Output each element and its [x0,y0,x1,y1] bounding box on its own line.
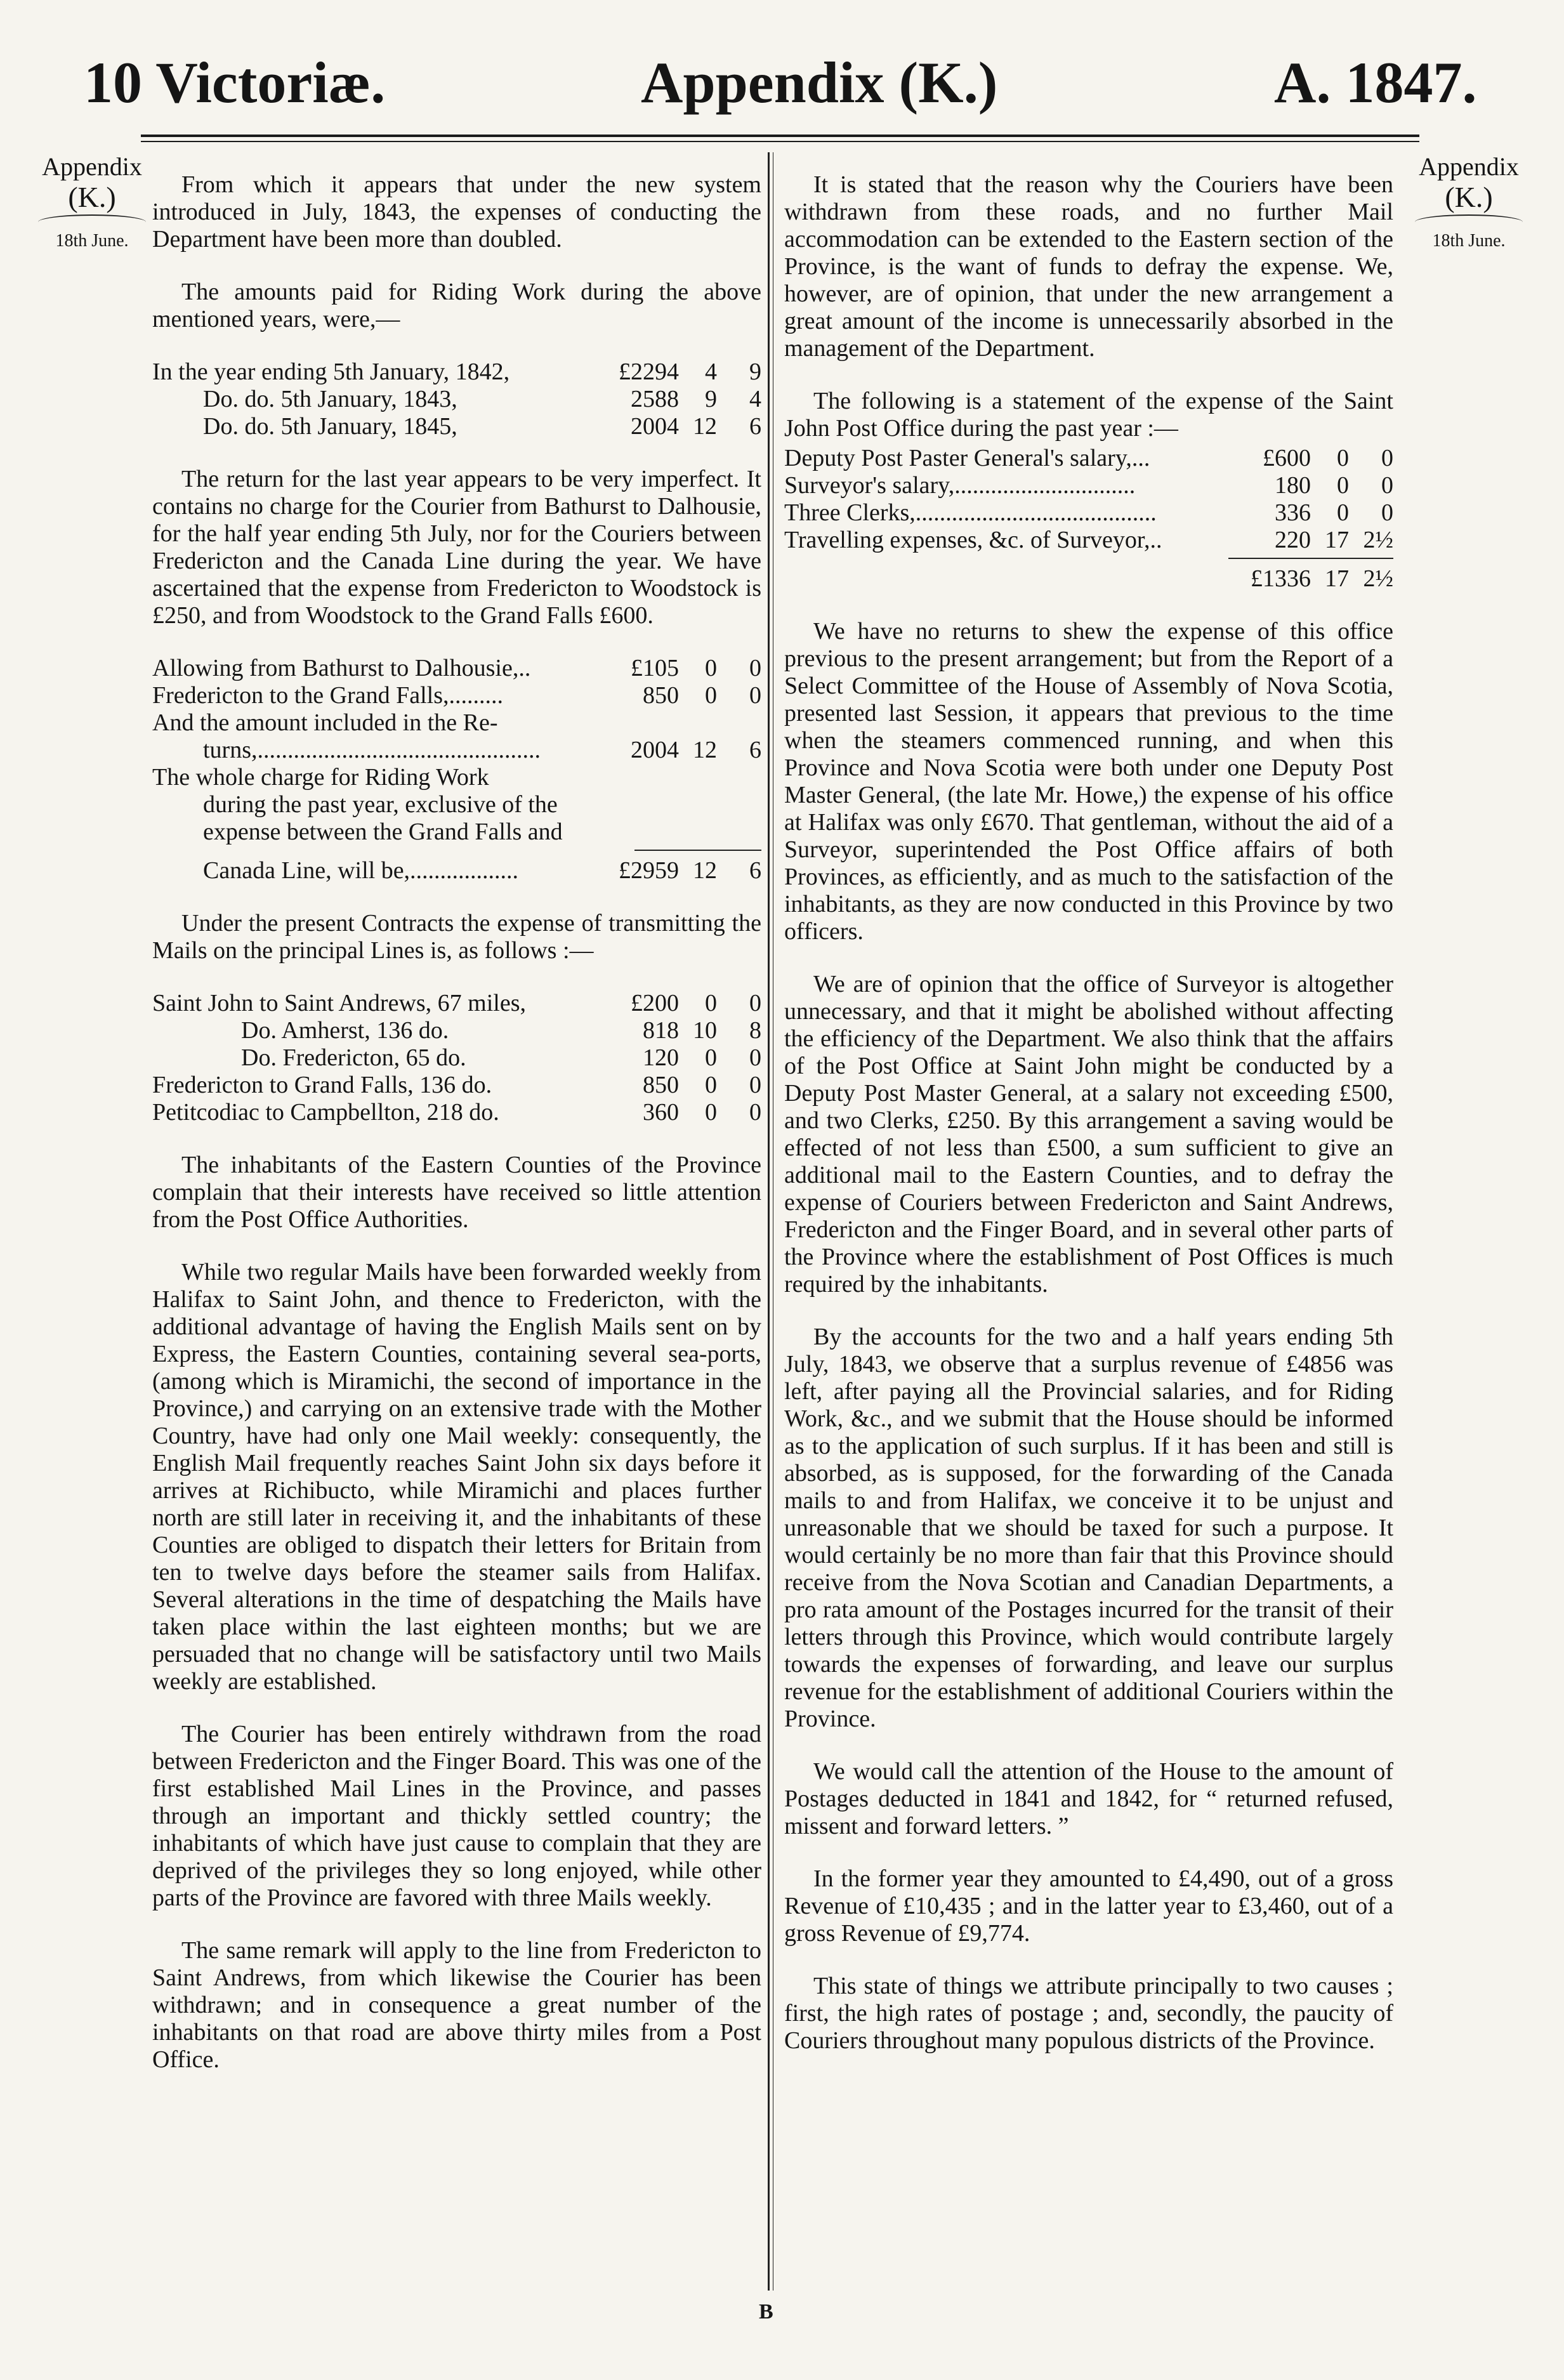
total-pence: 2½ [1363,565,1393,592]
margin-note-letter: (K.) [68,181,116,213]
riding-work-table [152,358,761,440]
row-pence: 0 [1381,499,1393,526]
row-label: turns,............................................... [203,737,541,763]
row-pence: 0 [749,655,761,681]
row-label: Fredericton to the Grand Falls,......... [152,682,504,709]
table-row [152,709,761,737]
row-shillings: 9 [705,386,717,412]
margin-note-brace [38,214,146,230]
row-pence: 0 [1381,472,1393,499]
table-row [784,499,1393,527]
row-label: Do. do. 5th January, 1845, [203,413,457,440]
table-row [784,527,1393,554]
row-label: Do. Fredericton, 65 do. [241,1044,466,1071]
total-rule [1228,558,1393,559]
row-shillings: 0 [1337,499,1349,526]
table-row [152,1072,761,1099]
paragraph: We would call the attention of the House to the amount of Postages deducted in 1841 and 1842, for “ returned refused, missent and forward letters. ” [784,1758,1393,1839]
post-office-expense-table [784,445,1393,593]
row-shillings: 0 [705,1099,717,1126]
paragraph: It is stated that the reason why the Couriers have been withdrawn from these roads, and no further Mail accommodation can be extended to the Eastern section of the Province, is the want of funds to defray the expense. We, however, are of opinion, that under the new arrangement a great amount of the income is unnecessarily absorbed in the management of the Department. [784,171,1393,362]
row-pence: 8 [749,1017,761,1044]
table-row [152,358,761,386]
row-pounds: 2004 [631,737,679,763]
row-pounds: £2294 [619,358,679,385]
row-pence: 2½ [1363,527,1393,553]
row-shillings: 17 [1325,527,1349,553]
row-label: during the past year, exclusive of the [203,791,558,818]
row-pence: 0 [749,1099,761,1126]
table-row [152,1044,761,1072]
row-pounds: 220 [1275,527,1311,553]
row-shillings: 12 [693,413,717,440]
paragraph: The same remark will apply to the line from Fredericton to Saint Andrews, from which likewise the Courier has been withdrawn; and in consequence a great number of the inhabitants on that road are above thirty miles from a Post Office. [152,1937,761,2073]
riding-charge-table [152,655,761,884]
margin-note-appendix: Appendix [42,152,142,181]
paragraph: In the former year they amounted to £4,490, out of a gross Revenue of £10,435 ; and in the latter year to £3,460, out of a gross Revenue of £9,774. [784,1865,1393,1947]
header-rule [141,135,1419,137]
row-pounds: 336 [1275,499,1311,526]
margin-note-brace [1415,214,1523,230]
row-pence: 0 [749,1072,761,1098]
row-label: Petitcodiac to Campbellton, 218 do. [152,1099,499,1126]
margin-note-appendix: Appendix [1419,152,1519,181]
table-row [152,764,761,791]
header-appendix-title: Appendix (K.) [641,50,998,115]
row-shillings: 4 [705,358,717,385]
row-pence: 4 [749,386,761,412]
row-pence: 6 [749,413,761,440]
paragraph: We have no returns to shew the expense of this office previous to the present arrangement; but from the Report of a Select Committee of the House of Assembly of Nova Scotia, presented last Session, it appears that previous to the time when the steamers commenced running, and when this Province and Nova Scotia were both under one Deputy Post Master General, (the late Mr. Howe,) the expense of his office at Halifax was only £670. That gentleman, without the aid of a Surveyor, superintended the Post Office affairs of both Provinces, as efficiently, and as much to the satisfaction of the inhabitants, as they are now conducted in this Province by two officers. [784,618,1393,945]
paragraph: We are of opinion that the office of Surveyor is altogether unnecessary, and that it might be abolished without affecting the efficiency of the Department. We also think that the affairs of the Post Office at Saint John might be conducted by a Deputy Post Master General, at a salary not exceeding £500, and two Clerks, £250. By this arrangement a saving would be effected of not less than £500, a sum sufficient to give an additional mail to the Eastern Counties, and to defray the expense of Couriers between Fredericton and Saint Andrews, Fredericton and the Finger Board, and in several other parts of the Province where the establishment of Post Offices is much required by the inhabitants. [784,971,1393,1298]
margin-note-date: 18th June. [55,231,129,251]
header-session: 10 Victoriæ. [84,50,386,115]
row-shillings: 0 [705,990,717,1016]
row-pence: 0 [749,990,761,1016]
table-row [152,819,761,846]
paragraph: The amounts paid for Riding Work during the above mentioned years, were,— [152,279,761,332]
row-shillings: 12 [693,857,717,884]
row-label: And the amount included in the Re- [152,709,498,736]
row-pence: 6 [749,737,761,763]
row-pounds: 360 [643,1099,679,1126]
table-row [152,737,761,764]
row-label: Fredericton to Grand Falls, 136 do. [152,1072,492,1098]
right-column [784,171,1393,2080]
row-shillings: 0 [705,682,717,709]
row-label: Deputy Post Paster General's salary,... [784,445,1150,471]
header-year: A. 1847. [1274,50,1477,115]
total-rule [634,850,761,851]
row-label: Surveyor's salary,.............................. [784,472,1136,499]
signature-mark: B [759,2300,773,2324]
table-row-total [784,565,1393,593]
row-pence: 0 [749,1044,761,1071]
row-pounds: 2004 [631,413,679,440]
margin-note-date: 18th June. [1432,231,1506,251]
row-shillings: 0 [1337,445,1349,471]
table-row [152,1099,761,1126]
table-row [784,445,1393,472]
row-shillings: 0 [705,1072,717,1098]
margin-note-left [25,152,159,253]
paragraph: Under the present Contracts the expense of transmitting the Mails on the principal Lines is, as follows :— [152,910,761,964]
total-pounds: £1336 [1251,565,1311,592]
paragraph: The Courier has been entirely withdrawn from the road between Fredericton and the Finger Board. This was one of the first established Mail Lines in the Province, and passes through an important and thickly settled country; the inhabitants of which have just cause to complain that they are deprived of the privileges they so long enjoyed, while other parts of the Province are favored with three Mails weekly. [152,1721,761,1911]
row-pence: 0 [749,682,761,709]
table-row [152,1017,761,1044]
row-label: In the year ending 5th January, 1842, [152,358,510,385]
row-pence: 0 [1381,445,1393,471]
margin-note-letter: (K.) [1445,181,1493,213]
left-column [152,171,761,2099]
paragraph: While two regular Mails have been forwarded weekly from Halifax to Saint John, and thence to Fredericton, with the additional advantage of having the English Mails sent on by Express, the Eastern Counties, containing several sea-ports, (among which is Miramichi, the second of importance in the Province,) and carrying on an extensive trade with the Mother Country, have had only one Mail weekly: consequently, the English Mail frequently reaches Saint John six days before it arrives at Richibucto, while Miramichi and places further north are still later in receiving it, and the inhabitants of these Counties are obliged to dispatch their letters for Britain from ten to twelve days before the steamer sails from Halifax. Several alterations in the time of despatching the Mails have taken place within the last eighteen months; but we are persuaded that no change will be satisfactory until two Mails weekly are established. [152,1259,761,1695]
table-row [152,990,761,1017]
header-rule-thin [141,141,1419,142]
row-pounds: 120 [643,1044,679,1071]
table-row [152,386,761,413]
paragraph: The following is a statement of the expense of the Saint John Post Office during the past year :— [784,388,1393,442]
row-label: Do. Amherst, 136 do. [241,1017,449,1044]
row-label: Saint John to Saint Andrews, 67 miles, [152,990,526,1016]
paragraph: The inhabitants of the Eastern Counties of the Province complain that their interests have received so little attention from the Post Office Authorities. [152,1152,761,1233]
row-shillings: 0 [705,1044,717,1071]
row-label: expense between the Grand Falls and [203,819,563,845]
paragraph: By the accounts for the two and a half years ending 5th July, 1843, we observe that a surplus revenue of £4856 was left, after paying all the Provincial salaries, and for Riding Work, &c., and we submit that the House should be informed as to the application of such surplus. If it has been and still is absorbed, as is supposed, for the forwarding of the Canada mails to and from Halifax, we conceive it to be unjust and unreasonable that we should be taxed for such a purpose. It would certainly be no more than fair that this Province should receive from the Nova Scotian and Canadian Departments, a pro rata amount of the Postages incurred for the transit of their letters through this Province, which would contribute largely towards the expenses of forwarding, and leave our surplus revenue for the establishment of additional Couriers within the Province. [784,1324,1393,1732]
row-pounds: £600 [1263,445,1311,471]
row-pounds: 850 [643,682,679,709]
row-pence: 6 [749,857,761,884]
row-shillings: 0 [705,655,717,681]
table-row [152,655,761,682]
mail-lines-table [152,990,761,1126]
row-shillings: 12 [693,737,717,763]
row-pounds: 818 [643,1017,679,1044]
table-row [784,472,1393,499]
row-label: Three Clerks,........................................ [784,499,1157,526]
row-label: Allowing from Bathurst to Dalhousie,.. [152,655,531,681]
row-pence: 9 [749,358,761,385]
row-label: Canada Line, will be,.................. [203,857,519,884]
row-pounds: 180 [1275,472,1311,499]
row-pounds: £2959 [619,857,679,884]
table-row [152,857,761,884]
margin-note-right [1402,152,1535,253]
total-shillings: 17 [1325,565,1349,592]
row-label: Do. do. 5th January, 1843, [203,386,457,412]
row-pounds: £105 [631,655,679,681]
table-row [152,791,761,819]
table-row [152,682,761,709]
row-label: Travelling expenses, &c. of Surveyor,.. [784,527,1162,553]
column-divider [768,152,770,2291]
paragraph: From which it appears that under the new system introduced in July, 1843, the expenses of conducting the Department have been more than doubled. [152,171,761,253]
paragraph: The return for the last year appears to be very imperfect. It contains no charge for the Courier from Bathurst to Dalhousie, for the half year ending 5th July, nor for the Couriers between Fredericton and the Canada Line during the year. We have ascertained that the expense from Fredericton to Woodstock is £250, and from Woodstock to the Grand Falls £600. [152,466,761,629]
paragraph: This state of things we attribute principally to two causes ; first, the high rates of postage ; and, secondly, the paucity of Couriers throughout many populous districts of the Province. [784,1973,1393,2054]
table-row [152,413,761,440]
row-pounds: £200 [631,990,679,1016]
row-label: The whole charge for Riding Work [152,764,489,791]
row-pounds: 2588 [631,386,679,412]
row-pounds: 850 [643,1072,679,1098]
row-shillings: 10 [693,1017,717,1044]
row-shillings: 0 [1337,472,1349,499]
